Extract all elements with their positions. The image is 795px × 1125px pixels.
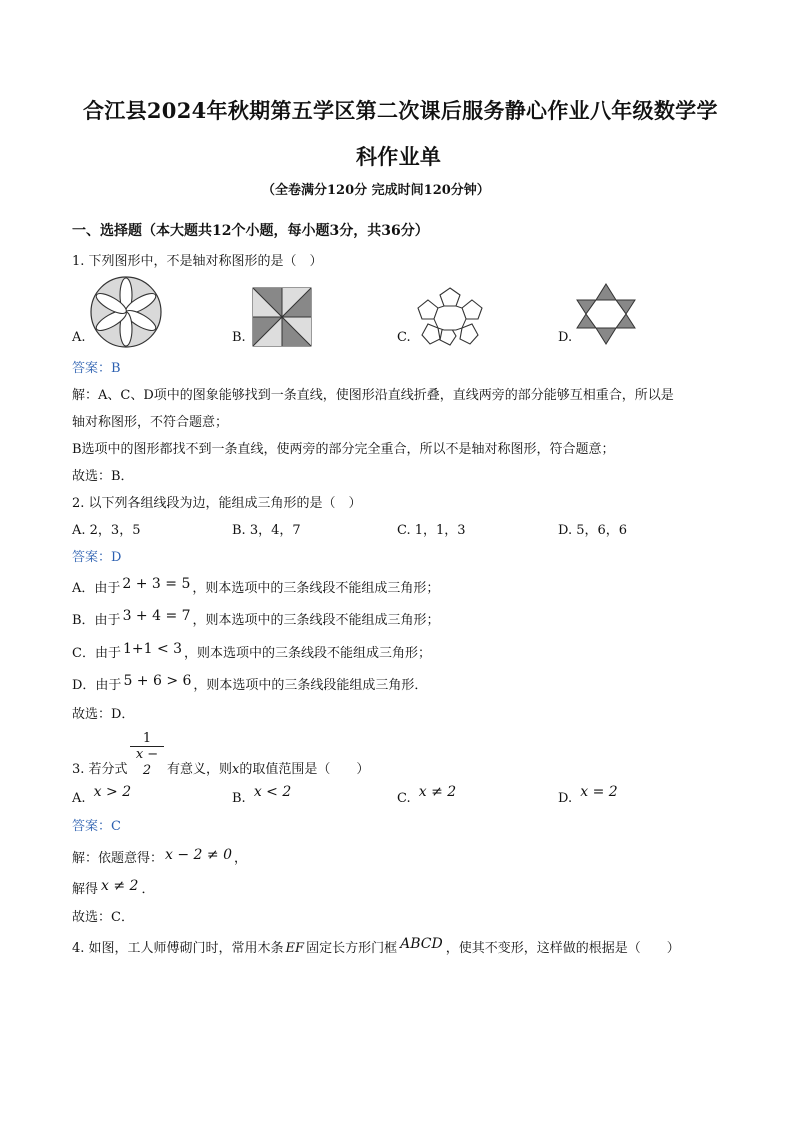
q2-line-a bbox=[72, 577, 439, 596]
q4-stem-abcd: ABCD bbox=[400, 936, 443, 952]
q3-solution2-math: x ≠ 2 bbox=[101, 878, 139, 894]
q2-line-b bbox=[72, 609, 440, 628]
q1-conclusion: 故选：B． bbox=[72, 469, 134, 484]
q3-solution-math: x − 2 ≠ 0 bbox=[165, 847, 232, 863]
q1-figure-c-pentagons-icon bbox=[414, 284, 486, 348]
q2-line-d-math: 5 + 6 > 6 bbox=[123, 673, 192, 689]
q2-line-c bbox=[72, 642, 431, 661]
q3-stem-pre: 3. 若分式 bbox=[72, 762, 128, 777]
q2-line-d-pre: D．由于 bbox=[72, 678, 122, 693]
q3-option-c-label: C. bbox=[397, 791, 411, 806]
q3-answer: 答案：C bbox=[72, 819, 121, 834]
q3-solution-pre: 解：依题意得： bbox=[72, 851, 164, 866]
q3-solution-line1 bbox=[72, 847, 247, 866]
q1-option-d-label: D. bbox=[558, 330, 573, 345]
q1-figure-a-flower-icon bbox=[88, 274, 164, 350]
q3-option-b-math: x < 2 bbox=[253, 784, 292, 800]
q2-conclusion: 故选：D． bbox=[72, 707, 135, 722]
q3-option-b-label: B. bbox=[232, 791, 246, 806]
q2-line-a-post: ，则本选项中的三条线段不能组成三角形； bbox=[192, 581, 440, 596]
q1-answer: 答案：B bbox=[72, 361, 121, 376]
q3-stem-post: 有意义，则 bbox=[167, 762, 233, 777]
q2-option-c: C. 1，1，3 bbox=[397, 523, 466, 538]
q3-option-c bbox=[397, 784, 457, 806]
q2-line-b-math: 3 + 4 = 7 bbox=[122, 608, 191, 624]
q4-stem bbox=[72, 937, 680, 956]
q3-solution2-pre: 解得 bbox=[72, 882, 99, 897]
q3-option-a bbox=[72, 784, 132, 806]
page-title-line2: 科作业单 bbox=[356, 144, 442, 169]
q2-line-c-post: ，则本选项中的三条线段不能组成三角形； bbox=[184, 646, 432, 661]
q1-explanation-line1: 解：A、C、D项中的图象能够找到一条直线，使图形沿直线折叠，直线两旁的部分能够互相重合，所以是 bbox=[72, 388, 674, 403]
q3-stem bbox=[167, 758, 369, 777]
section-heading: 一、选择题（本大题共12个小题，每小题3分，共36分） bbox=[72, 223, 429, 239]
q2-line-a-pre: A．由于 bbox=[72, 581, 121, 596]
q4-stem-ef: EF bbox=[285, 941, 305, 956]
q1-figure-d-star-of-david-icon bbox=[576, 283, 636, 345]
q3-option-a-math: x > 2 bbox=[93, 784, 132, 800]
q3-fraction-denominator: x − 2 bbox=[130, 746, 164, 779]
q3-stem-end: 的取值范围是（ ） bbox=[239, 762, 370, 777]
page-subtitle: （全卷满分120分 完成时间120分钟） bbox=[262, 183, 490, 198]
q2-option-b: B. 3，4，7 bbox=[232, 523, 301, 538]
q2-line-d bbox=[72, 674, 427, 693]
q2-line-d-post: ，则本选项中的三条线段能组成三角形． bbox=[193, 678, 428, 693]
q3-option-d-label: D. bbox=[558, 791, 573, 806]
q3-option-c-math: x ≠ 2 bbox=[418, 784, 457, 800]
q1-option-a-label: A. bbox=[72, 330, 86, 345]
q2-line-c-math: 1+1 < 3 bbox=[122, 641, 183, 657]
q1-explanation-line3: B选项中的图形都找不到一条直线，使两旁的部分完全重合，所以不是轴对称图形，符合题意； bbox=[72, 442, 615, 457]
q3-option-d bbox=[558, 784, 618, 806]
q4-stem-mid: 固定长方形门框 bbox=[306, 941, 398, 956]
q4-stem-pre: 4. 如图，工人师傅砌门时，常用木条 bbox=[72, 941, 284, 956]
q3-solution-line2 bbox=[72, 878, 154, 897]
q3-solution-post: ， bbox=[234, 851, 248, 866]
q2-option-d: D. 5，6，6 bbox=[558, 523, 628, 538]
q2-line-a-math: 2 + 3 = 5 bbox=[122, 576, 191, 592]
q3-fraction bbox=[130, 731, 164, 779]
q1-option-c-label: C. bbox=[397, 330, 411, 345]
q1-figure-b-pinwheel-icon bbox=[252, 287, 312, 347]
q2-option-a: A. 2，3，5 bbox=[72, 523, 141, 538]
q3-option-b bbox=[232, 784, 292, 806]
page-title-line1: 合江县2024年秋期第五学区第二次课后服务静心作业八年级数学学 bbox=[83, 98, 718, 123]
q2-line-b-pre: B．由于 bbox=[72, 613, 121, 628]
q1-explanation-line2: 轴对称图形，不符合题意； bbox=[72, 415, 229, 430]
q3-option-d-math: x = 2 bbox=[580, 784, 618, 800]
q1-stem: 1. 下列图形中，不是轴对称图形的是（ ） bbox=[72, 254, 323, 269]
q2-line-b-post: ，则本选项中的三条线段不能组成三角形； bbox=[192, 613, 440, 628]
q3-option-a-label: A. bbox=[72, 791, 86, 806]
q3-fraction-numerator: 1 bbox=[142, 731, 152, 746]
q2-answer: 答案：D bbox=[72, 550, 122, 565]
q1-option-b-label: B. bbox=[232, 330, 246, 345]
q2-stem: 2. 以下列各组线段为边，能组成三角形的是（ ） bbox=[72, 496, 362, 511]
q3-solution2-post: ． bbox=[141, 882, 155, 897]
q3-conclusion: 故选：C． bbox=[72, 910, 134, 925]
q3-stem-var: x bbox=[232, 762, 240, 777]
q4-stem-post: ，使其不变形，这样做的根据是（ ） bbox=[445, 941, 680, 956]
q2-line-c-pre: C．由于 bbox=[72, 646, 121, 661]
